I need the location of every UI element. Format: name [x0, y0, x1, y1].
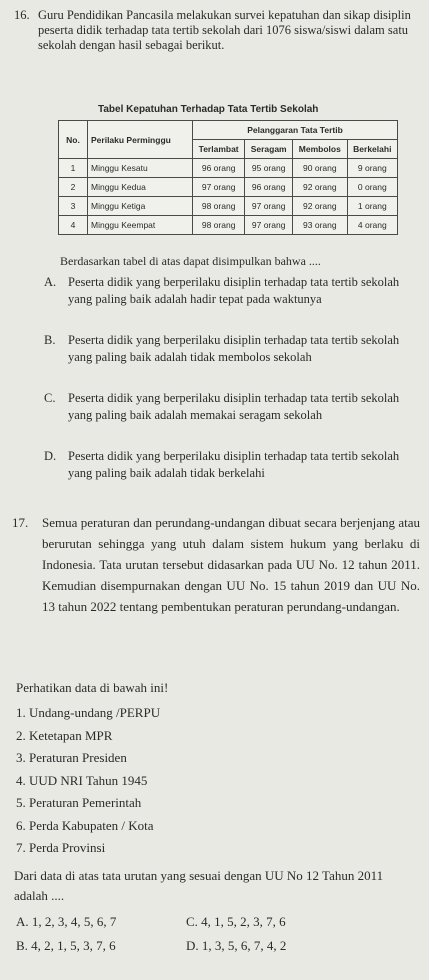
option-letter: D. [44, 449, 57, 463]
header-behavior: Perilaku Perminggu [88, 121, 193, 159]
cell-no: 1 [59, 159, 88, 178]
cell-value: 97 orang [245, 197, 293, 216]
cell-label: Minggu Ketiga [88, 197, 193, 216]
table-row [59, 197, 398, 216]
list-item: 5. Peraturan Pemerintah [16, 795, 142, 810]
cell-no: 3 [59, 197, 88, 216]
option-b[interactable] [44, 332, 404, 366]
cell-value: 95 orang [245, 159, 293, 178]
header-violations: Pelanggaran Tata Tertib [193, 121, 398, 140]
option-c[interactable] [44, 390, 404, 424]
option-letter: A. [44, 275, 57, 289]
cell-value: 98 orang [193, 216, 245, 235]
answer-d[interactable]: D. 1, 3, 5, 6, 7, 4, 2 [186, 938, 287, 953]
cell-value: 98 orang [193, 197, 245, 216]
option-text: Peserta didik yang berperilaku disiplin terhadap tata tertib sekolah yang paling baik adalah tidak berkelahi [68, 449, 400, 480]
cell-no: 4 [59, 216, 88, 235]
header-col: Membolos [293, 140, 348, 159]
question-number: 17. [12, 515, 29, 530]
question-16 [14, 8, 422, 53]
header-col: Terlambat [193, 140, 245, 159]
cell-label: Minggu Keempat [88, 216, 193, 235]
table-row [59, 178, 398, 197]
cell-value: 96 orang [245, 178, 293, 197]
list-item: 3. Peraturan Presiden [16, 750, 127, 765]
cell-label: Minggu Kesatu [88, 159, 193, 178]
cell-value: 90 orang [293, 159, 348, 178]
cell-value: 0 orang [347, 178, 397, 197]
table-title: Tabel Kepatuhan Terhadap Tata Tertib Sekolah [98, 104, 319, 115]
question-text: Guru Pendidikan Pancasila melakukan survei kepatuhan dan sikap disiplin peserta didik terhadap tata tertib sekolah dari 1076 siswa/siswi dalam satu sekolah dengan hasil sebagai berikut. [38, 8, 411, 52]
list-item: 2. Ketetapan MPR [16, 727, 113, 743]
regulation-list [16, 702, 160, 860]
option-letter: B. [44, 333, 56, 347]
cell-value: 96 orang [193, 159, 245, 178]
answer-c[interactable]: C. 4, 1, 5, 2, 3, 7, 6 [186, 914, 286, 929]
option-d[interactable] [44, 448, 404, 482]
option-text: Peserta didik yang berperilaku disiplin terhadap tata tertib sekolah yang paling baik adalah hadir tepat pada waktunya [68, 275, 400, 306]
option-a[interactable] [44, 274, 404, 308]
cell-no: 2 [59, 178, 88, 197]
question-17 [12, 512, 420, 617]
header-col: Berkelahi [347, 140, 397, 159]
answer-a[interactable]: A. 1, 2, 3, 4, 5, 6, 7 [16, 914, 117, 929]
cell-value: 4 orang [347, 216, 397, 235]
cell-value: 9 orang [347, 159, 397, 178]
cell-value: 92 orang [293, 197, 348, 216]
list-item: 7. Perda Provinsi [16, 840, 106, 855]
compliance-table [58, 120, 398, 235]
question-text: Semua peraturan dan perundang-undangan dibuat secara berjenjang atau berurutan sehingga yang utuh dalam sistem hukum yang berlaku di Indonesia. Tata urutan tersebut didasarkan pada UU No. 12 tahun 2011. Kemudian disempurnakan dengan UU No. 15 tahun 2019 dan UU No. 13 tahun 2022 tentang pembentukan peraturan perundang-undangan. [42, 515, 420, 614]
option-text: Peserta didik yang berperilaku disiplin terhadap tata tertib sekolah yang paling baik adalah memakai seragam sekolah [68, 391, 400, 422]
cell-value: 93 orang [293, 216, 348, 235]
cell-value: 97 orang [193, 178, 245, 197]
table-row [59, 159, 398, 178]
cell-value: 97 orang [245, 216, 293, 235]
option-text: Peserta didik yang berperilaku disiplin terhadap tata tertib sekolah yang paling baik adalah tidak membolos sekolah [68, 333, 400, 364]
option-letter: C. [44, 391, 56, 405]
list-item: 1. Undang-undang /PERPU [16, 705, 161, 720]
table-row [59, 216, 398, 235]
cell-value: 1 orang [347, 197, 397, 216]
question-closing: Dari data di atas tata urutan yang sesuai dengan UU No 12 Tahun 2011 adalah .... [14, 868, 384, 903]
data-intro: Perhatikan data di bawah ini! [16, 680, 169, 695]
list-item: 4. UUD NRI Tahun 1945 [16, 772, 148, 788]
header-col: Seragam [245, 140, 293, 159]
cell-label: Minggu Kedua [88, 178, 193, 197]
header-no: No. [59, 121, 88, 159]
question-stem: Berdasarkan tabel di atas dapat disimpulkan bahwa .... [60, 254, 321, 268]
question-number: 16. [14, 8, 30, 22]
answer-b[interactable]: B. 4, 2, 1, 5, 3, 7, 6 [16, 938, 116, 953]
cell-value: 92 orang [293, 178, 348, 197]
list-item: 6. Perda Kabupaten / Kota [16, 817, 154, 833]
